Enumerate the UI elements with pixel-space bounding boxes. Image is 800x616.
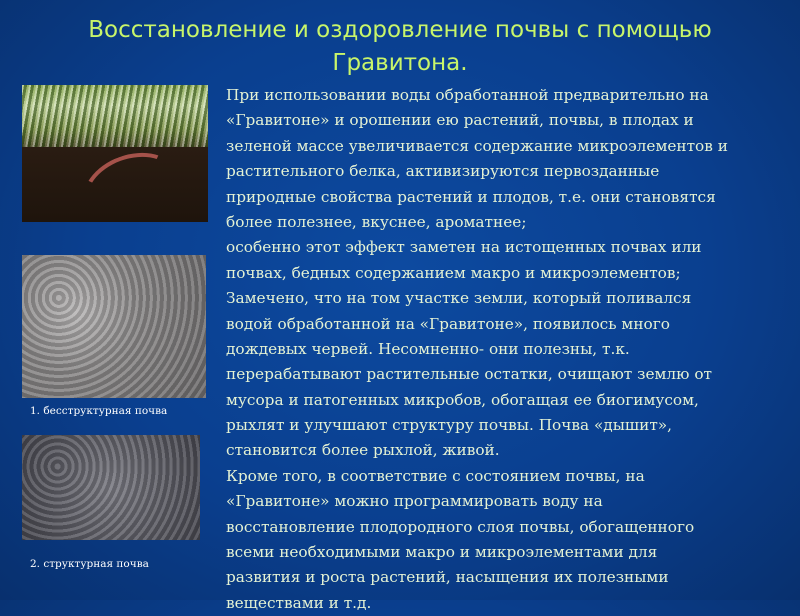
body-text-line: Кроме того, в соответствие с состоянием почвы, на <box>226 466 645 485</box>
earthworm <box>73 140 188 222</box>
worm-in-soil-photo <box>22 85 208 222</box>
body-text-line: При использовании воды обработанной предварительно на <box>226 86 709 104</box>
body-text-line: мусора и патогенных микробов, обогащая ее биогимусом, <box>226 390 699 409</box>
caption-structureless-soil: 1. бесструктурная почва <box>30 405 168 417</box>
body-text-line: всеми необходимыми макро и микроэлементами для <box>226 543 658 562</box>
body-text-line: восстановление плодородного слоя почвы, обогащенного <box>226 517 695 536</box>
title-line: Гравитона. <box>332 50 468 76</box>
caption-structured-soil: 2. структурная почва <box>30 558 149 570</box>
body-text-line: зеленой массе увеличивается содержание микроэлементов и <box>226 136 728 155</box>
body-text-line: растительного белка, активизируются первозданные <box>226 162 660 181</box>
body-text-line: особенно этот эффект заметен на истощенных почвах или <box>226 238 702 257</box>
body-text <box>226 83 796 616</box>
body-text-line: более полезнее, вкуснее, ароматнее; <box>226 212 527 231</box>
slide-title <box>40 14 760 80</box>
body-text-line: развития и роста растений, насыщения их полезными <box>226 568 669 587</box>
body-text-line: становится более рыхлой, живой. <box>226 441 500 460</box>
body-text-line: почвах, бедных содержанием макро и микроэлементов; <box>226 263 681 282</box>
soil-texture <box>22 255 206 398</box>
body-text-line: природные свойства растений и плодов, т.е. они становятся <box>226 187 716 206</box>
structureless-soil-photo <box>22 255 206 398</box>
body-text-line: веществами и т.д. <box>226 593 372 612</box>
body-text-line: «Гравитоне» и орошении ею растений, почвы, в плодах и <box>226 111 694 130</box>
structured-soil-photo <box>22 435 200 540</box>
body-text-line: дождевых червей. Несомненно- они полезны, т.к. <box>226 339 630 358</box>
soil-texture <box>22 435 200 540</box>
body-text-line: Замечено, что на том участке земли, который поливался <box>226 289 692 308</box>
body-text-line: «Гравитоне» можно программировать воду на <box>226 492 603 511</box>
grass <box>22 85 208 147</box>
body-text-line: рыхлят и улучшают структуру почвы. Почва «дышит», <box>226 416 672 435</box>
body-text-line: водой обработанной на «Гравитоне», появилось много <box>226 314 670 333</box>
body-text-line: перерабатывают растительные остатки, очищают землю от <box>226 365 712 384</box>
title-line: Восстановление и оздоровление почвы с помощью <box>88 17 712 43</box>
